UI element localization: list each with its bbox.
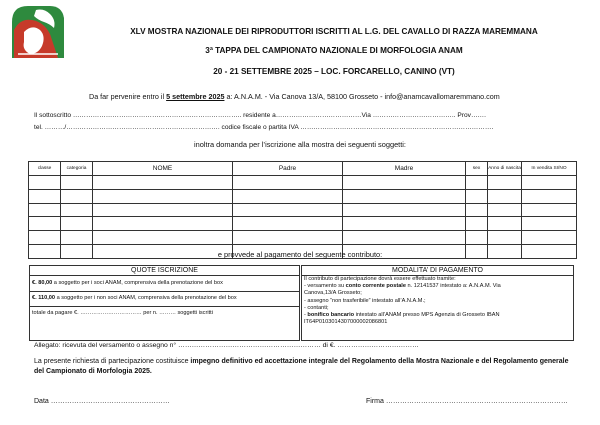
cell[interactable] (522, 189, 577, 203)
col-madre: Madre (343, 162, 466, 176)
payment-intro: e provvede al pagamento del seguente contributo: (217, 250, 383, 259)
fees-box (29, 265, 300, 341)
payment-method-line-part: n. 12141537 intestato a: A.N.A.M. Via (405, 283, 501, 290)
cell[interactable] (233, 189, 343, 203)
header-subtitle: 3ª TAPPA DEL CAMPIONATO NAZIONALE DI MORFOLOGIA ANAM (205, 46, 463, 55)
cell[interactable] (29, 217, 61, 231)
col-sex: sex (466, 162, 488, 176)
payment-methods-title: MODALITA’ DI PAGAMENTO (302, 266, 573, 276)
cell[interactable] (466, 203, 488, 217)
fee-soci-amount: €. 80,00 (32, 280, 53, 286)
header-dates: 20 - 21 SETTEMBRE 2025 – LOC. FORCARELLO, CANINO (VT) (213, 67, 455, 76)
submission-prefix: Da far pervenire entro il (89, 92, 165, 101)
cell[interactable] (522, 203, 577, 217)
attachment-line: Allegato: ricevuta del versamento o assegno n° ……………………………………………………… di €. ……………………………… (34, 342, 419, 349)
cell[interactable] (93, 217, 233, 231)
payment-method-line-part: intestato all’ANAM presso MPS Agenzia di Grosseto IBAN (354, 312, 500, 319)
fee-non-soci (30, 295, 299, 302)
cell[interactable] (343, 217, 466, 231)
entries-table (28, 161, 577, 259)
table-row (29, 231, 577, 245)
cell[interactable] (61, 231, 93, 245)
cell[interactable] (233, 203, 343, 217)
final-statement-intro: La presente richiesta di partecipazione costituisce (34, 358, 191, 365)
cell[interactable] (488, 176, 522, 190)
payment-method-line: - contanti; (304, 304, 329, 311)
submission-address: a: A.N.A.M. - Via Canova 13/A, 58100 Grosseto - info@anamcavallomaremmano.com (226, 92, 500, 101)
cell[interactable] (466, 176, 488, 190)
table-row (29, 176, 577, 190)
cell[interactable] (93, 203, 233, 217)
cell[interactable] (233, 217, 343, 231)
cell[interactable] (522, 231, 577, 245)
cell[interactable] (488, 189, 522, 203)
payment-method-line: Il contributo di partecipazione dovrà essere effettuato tramite: (304, 276, 456, 282)
header-title: XLV MOSTRA NAZIONALE DEI RIPRODUTTORI ISCRITTI AL L.G. DEL CAVALLO DI RAZZA MAREMMANA (130, 27, 538, 36)
table-header-row (29, 162, 577, 176)
fee-non-soci-text: a soggetto per i non soci ANAM, comprensiva della prenotazione del box (55, 295, 237, 302)
fee-soci (30, 280, 299, 287)
cell[interactable] (343, 203, 466, 217)
cell[interactable] (93, 189, 233, 203)
signature-field[interactable]: Firma …………………………………………………………………… (366, 398, 568, 405)
tel-line: tel. ………/……………………………………………………………. codice fiscale o partita IVA ……………………………………………………………………………. (34, 124, 494, 131)
cell[interactable] (233, 231, 343, 245)
request-line: inoltra domanda per l’iscrizione alla mostra dei seguenti soggetti: (194, 140, 406, 149)
cell[interactable] (61, 189, 93, 203)
cell[interactable] (343, 231, 466, 245)
anam-horse-logo-icon (10, 4, 66, 60)
fee-soci-text: a soggetto per i soci ANAM, comprensiva della prenotazione del box (52, 280, 223, 286)
cell[interactable] (93, 231, 233, 245)
iban-line: IT64P0103014307000002086801 (304, 319, 388, 326)
col-nome: NOME (93, 162, 233, 176)
cell[interactable] (488, 203, 522, 217)
final-statement-bold: impegno definitivo ed accettazione integrale del Regolamento della Mostra Nazionale e del Regolamento generale del Campionato di Morfologia 2025. (34, 358, 569, 375)
submission-line (89, 92, 500, 101)
col-categoria: categoria (61, 162, 93, 176)
payment-methods-box (301, 265, 574, 341)
cell[interactable] (29, 189, 61, 203)
cell[interactable] (488, 217, 522, 231)
cell[interactable] (233, 176, 343, 190)
cell[interactable] (61, 217, 93, 231)
payment-method-line-part: bonifico bancario (307, 312, 355, 319)
cell[interactable] (466, 231, 488, 245)
cell[interactable] (466, 189, 488, 203)
col-anno-nascita: Anno di nascita (488, 162, 522, 176)
cell[interactable] (61, 176, 93, 190)
cell[interactable] (29, 203, 61, 217)
table-row (29, 217, 577, 231)
cell[interactable] (522, 217, 577, 231)
table-row (29, 203, 577, 217)
payment-method-line-part: - versamento su (304, 283, 346, 290)
cell[interactable] (343, 189, 466, 203)
payment-method-line (302, 312, 573, 319)
date-field[interactable]: Data …………………………………………… (34, 398, 170, 405)
fee-total: totale da pagare €. …………………………… per n. ……… soggetti iscritti (32, 310, 213, 317)
final-statement (34, 357, 569, 376)
cell[interactable] (93, 176, 233, 190)
payment-method-line-part: conto corrente postale (345, 283, 406, 290)
payment-method-line: - assegno “non trasferibile” intestato all’A.N.A.M.; (304, 297, 426, 304)
col-in-vendita: In vendita SI/NO (522, 162, 577, 176)
cell[interactable] (29, 176, 61, 190)
cell[interactable] (488, 231, 522, 245)
fees-title: QUOTE ISCRIZIONE (30, 266, 299, 276)
signer-line: Il sottoscritto ………………………………………………………………….. residente a…………………………………Via ……………………………….. Prov……. (34, 112, 486, 119)
cell[interactable] (466, 217, 488, 231)
submission-deadline: 5 settembre 2025 (166, 92, 225, 101)
payment-method-line: Canova,13/A Grosseto; (304, 290, 362, 297)
table-row (29, 189, 577, 203)
cell[interactable] (29, 231, 61, 245)
cell[interactable] (343, 176, 466, 190)
col-padre: Padre (233, 162, 343, 176)
col-classe: classe (29, 162, 61, 176)
fee-non-soci-amount: €. 110,00 (32, 295, 56, 302)
cell[interactable] (522, 176, 577, 190)
payment-method-line (302, 283, 573, 290)
payment-method-line-part: - (304, 312, 308, 319)
cell[interactable] (61, 203, 93, 217)
